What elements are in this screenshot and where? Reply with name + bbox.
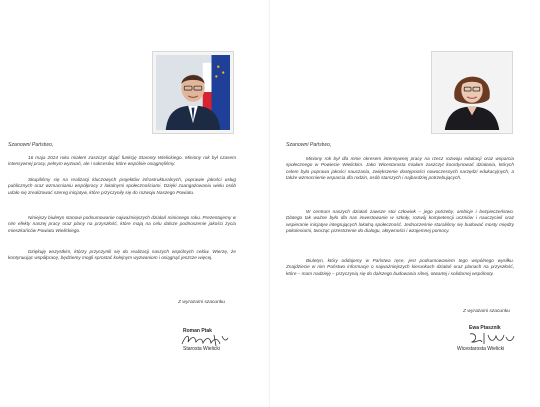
portrait-starosta-image — [156, 55, 230, 130]
handwritten-signature — [466, 330, 516, 346]
letter-paragraph: 16 maja 2024 roku miałem zaszczyt objąć funkcję Starosty Wielickiego. Miniony rok był czasem intensywnej pracy, pełnym wyzwań, ale i sukcesów, które wspólnie osiągnęliśmy. — [8, 155, 236, 167]
letter-page-wicestarosta — [270, 0, 540, 407]
portrait-photo-wicestarosta — [431, 51, 513, 134]
greeting: Szanowni Państwo, — [286, 142, 332, 148]
letter-paragraph: Skupiliśmy się na realizacji kluczowych projektów infrastrukturalnych, poprawie jakości usług publicznych oraz wzmacnianiu współpracy z lokalnymi społecznościami. Dzięki zaangażowaniu wielu osób udało się zrealizować szereg inicjatyw, które przyczyniły się do rozwoju Naszego Powiatu. — [8, 177, 236, 195]
closing-phrase: Z wyrazami szacunku — [178, 300, 226, 305]
letter-paragraph: Biuletyn, który oddajemy w Państwa ręce, jest podsumowaniem tego wspólnego wysiłku. Znajdziecie w nim Państwo informacje o najważniejszych kierunkach działań oraz planach na przyszłość, które – mam nadzieję – przyczynią się do dalszego budowania silnej, otwartej i solidarnej wspólnoty. — [286, 258, 514, 276]
greeting: Szanowni Państwo, — [8, 142, 54, 148]
letter-paragraph: Dziękuję wszystkim, którzy przyczynili się do realizacji naszych wspólnych celów. Wierzę, że kontynuując współpracę, będziemy mogli sprostać kolejnym wyzwaniom i osiągnąć jeszcze więcej. — [8, 249, 236, 261]
portrait-photo-starosta — [152, 51, 234, 134]
portrait-wicestarosta-image — [435, 55, 509, 130]
signer-title: Starosta Wielicki — [183, 346, 220, 352]
signer-name: Ewa Ptasznik — [469, 325, 501, 331]
closing-phrase: Z wyrazami szacunku — [463, 309, 511, 314]
signer-name: Roman Ptak — [183, 328, 212, 334]
letter-paragraph: W centrum naszych działań zawsze stoi człowiek – jego potrzeby, ambicje i bezpieczeństwo. Dlatego tak ważne było dla nas inwestowanie w szkoły, rozwój kompetencji uczniów i nauczycieli oraz wspieranie inicjatyw integrujących lokalną społeczność. Jednocześnie staraliśmy się budować mosty między pokoleniami, tworząc przestrzenie do dialogu, aktywności i wzajemnej pomocy. — [286, 209, 514, 234]
letter-paragraph: Miniony rok był dla mnie okresem intensywnej pracy na rzecz rozwoju edukacji oraz wsparcia społecznego w Powiecie Wielickim. Jako Wicestarosta miałam zaszczyt koordynować działania, których celem była poprawa jakości nauczania, zwiększenie dostępności nowoczesnych narzędzi edukacyjnych, a także wzmocnienie wsparcia dla rodzin, osób starszych i najbardziej potrzebujących. — [286, 156, 514, 181]
letter-paragraph: Niniejszy biuletyn stanowi podsumowanie najważniejszych działań minionego roku. Prezentujemy w nim efekty naszej pracy oraz plany na przyszłość, które mają na celu dalsze podnoszenie jakości życia mieszkańców Powiatu Wielickiego. — [8, 215, 236, 233]
signer-title: Wicestarosta Wielicki — [457, 346, 505, 352]
